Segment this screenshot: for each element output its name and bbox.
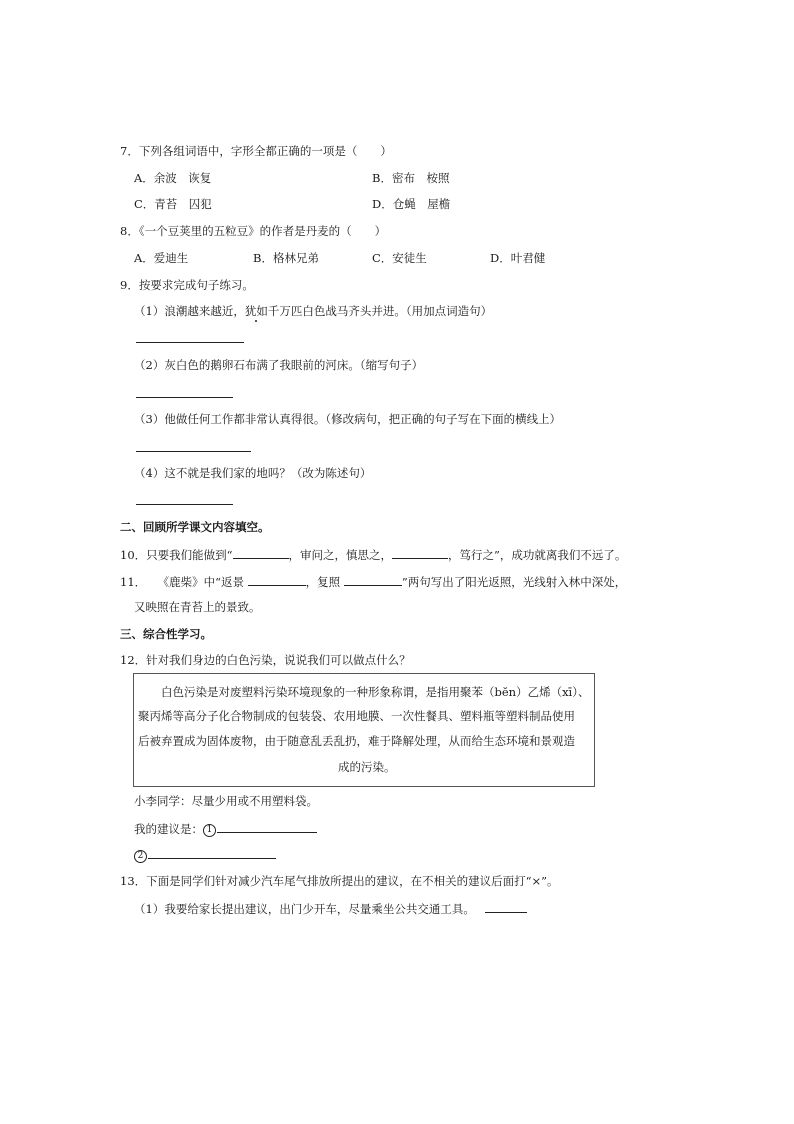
q7-option-a[interactable]: A．余波 诙复 <box>134 171 212 185</box>
q7-option-b[interactable]: B．密布 桉照 <box>372 171 450 185</box>
q9-answer-line-2[interactable] <box>136 397 233 398</box>
q8-option-b[interactable]: B．格林兄弟 <box>253 251 319 265</box>
q9-sentence-4: （4）这不就是我们家的地吗？（改为陈述句） <box>134 466 372 480</box>
q9-sentence-1 <box>134 303 492 319</box>
circle-number-2: 2 <box>134 850 147 863</box>
q10-blank-1[interactable] <box>233 546 289 559</box>
q9-s1-dotted-word: 犹如 <box>244 304 268 318</box>
q10-part-1: 10．只要我们能做到“ <box>120 548 233 562</box>
q12-box-line-1: 白色污染是对废塑料污染环境现象的一种形象称谓，是指用聚苯（bĕn）乙烯（xī）、 <box>161 685 590 699</box>
q12-answer-line-1[interactable] <box>217 820 317 833</box>
q9-answer-line-1[interactable] <box>136 342 244 343</box>
q12-box-line-2: 聚丙烯等高分子化合物制成的包装袋、农用地膜、一次性餐具、塑料瓶等塑料制品使用 <box>138 709 575 723</box>
q7-option-c[interactable]: C．青苔 囚犯 <box>134 197 212 211</box>
q11-blank-2[interactable] <box>344 573 402 586</box>
q7-option-d[interactable]: D．仓蝇 屋檐 <box>372 197 451 211</box>
q12-box-line-4: 成的污染。 <box>338 760 396 774</box>
q12-xiaoli-suggestion: 小李同学：尽量少用或不用塑料袋。 <box>134 794 318 808</box>
q13-s1-text: （1）我要给家长提出建议，出门少开车，尽量乘坐公共交通工具。 <box>134 902 475 916</box>
q12-stem: 12．针对我们身边的白色污染，说说我们可以做点什么？ <box>120 653 411 667</box>
q11-part-3: ”两句写出了阳光返照，光线射入林中深处， <box>401 575 627 589</box>
q9-answer-line-4[interactable] <box>136 504 233 505</box>
q11-part-2: ，复照 <box>305 575 344 589</box>
q10-part-3: ，笃行之”，成功就离我们不远了。 <box>448 548 627 562</box>
q10-part-2: ，审问之，慎思之， <box>288 548 393 562</box>
q13-sentence-1 <box>134 900 527 917</box>
section-2-title: 二、回顾所学课文内容填空。 <box>120 520 270 534</box>
q13-stem: 13．下面是同学们针对减少汽车尾气排放所提出的建议，在不相关的建议后面打“×”。 <box>120 874 559 888</box>
q12-second-suggestion <box>134 846 276 863</box>
section-3-title: 三、综合性学习。 <box>120 627 212 641</box>
q9-s1-post: 千万匹白色战马齐头并进。（用加点词造句） <box>267 304 493 318</box>
q12-my-suggestion <box>134 820 317 837</box>
q11-part-1: 11． 《鹿柴》中“返景 <box>120 575 248 589</box>
q9-stem: 9．按要求完成句子练习。 <box>120 278 254 292</box>
q9-answer-line-3[interactable] <box>136 451 251 452</box>
q8-option-a[interactable]: A．爱迪生 <box>134 251 189 265</box>
q12-box-line-3: 后被弃置成为固体废物，由于随意乱丢乱扔，难于降解处理，从而给生态环境和景观造 <box>138 734 575 748</box>
q9-sentence-3: （3）他做任何工作都非常认真得很。（修改病句，把正确的句子写在下面的横线上） <box>134 412 562 426</box>
q10 <box>120 546 626 563</box>
q12-answer-line-2[interactable] <box>148 846 276 859</box>
q8-stem: 8．《一个豆荚里的五粒豆》的作者是丹麦的（ ） <box>120 224 387 238</box>
q11-blank-1[interactable] <box>248 573 306 586</box>
q12-reading-box <box>133 673 595 787</box>
q10-blank-2[interactable] <box>392 546 448 559</box>
q8-option-c[interactable]: C．安徒生 <box>372 251 427 265</box>
q11 <box>120 573 626 590</box>
q11-continuation: 又映照在青苔上的景致。 <box>134 600 261 614</box>
q13-answer-blank-1[interactable] <box>485 900 527 913</box>
q7-stem: 7．下列各组词语中，字形全都正确的一项是（ ） <box>120 144 392 158</box>
circle-number-1: 1 <box>203 824 216 837</box>
q9-s1-pre: （1）浪潮越来越近， <box>134 304 245 318</box>
q12-my-label: 我的建议是： <box>134 822 203 836</box>
q9-sentence-2: （2）灰白色的鹅卵石布满了我眼前的河床。（缩写句子） <box>134 358 424 372</box>
q8-option-d[interactable]: D．叶君健 <box>490 251 546 265</box>
